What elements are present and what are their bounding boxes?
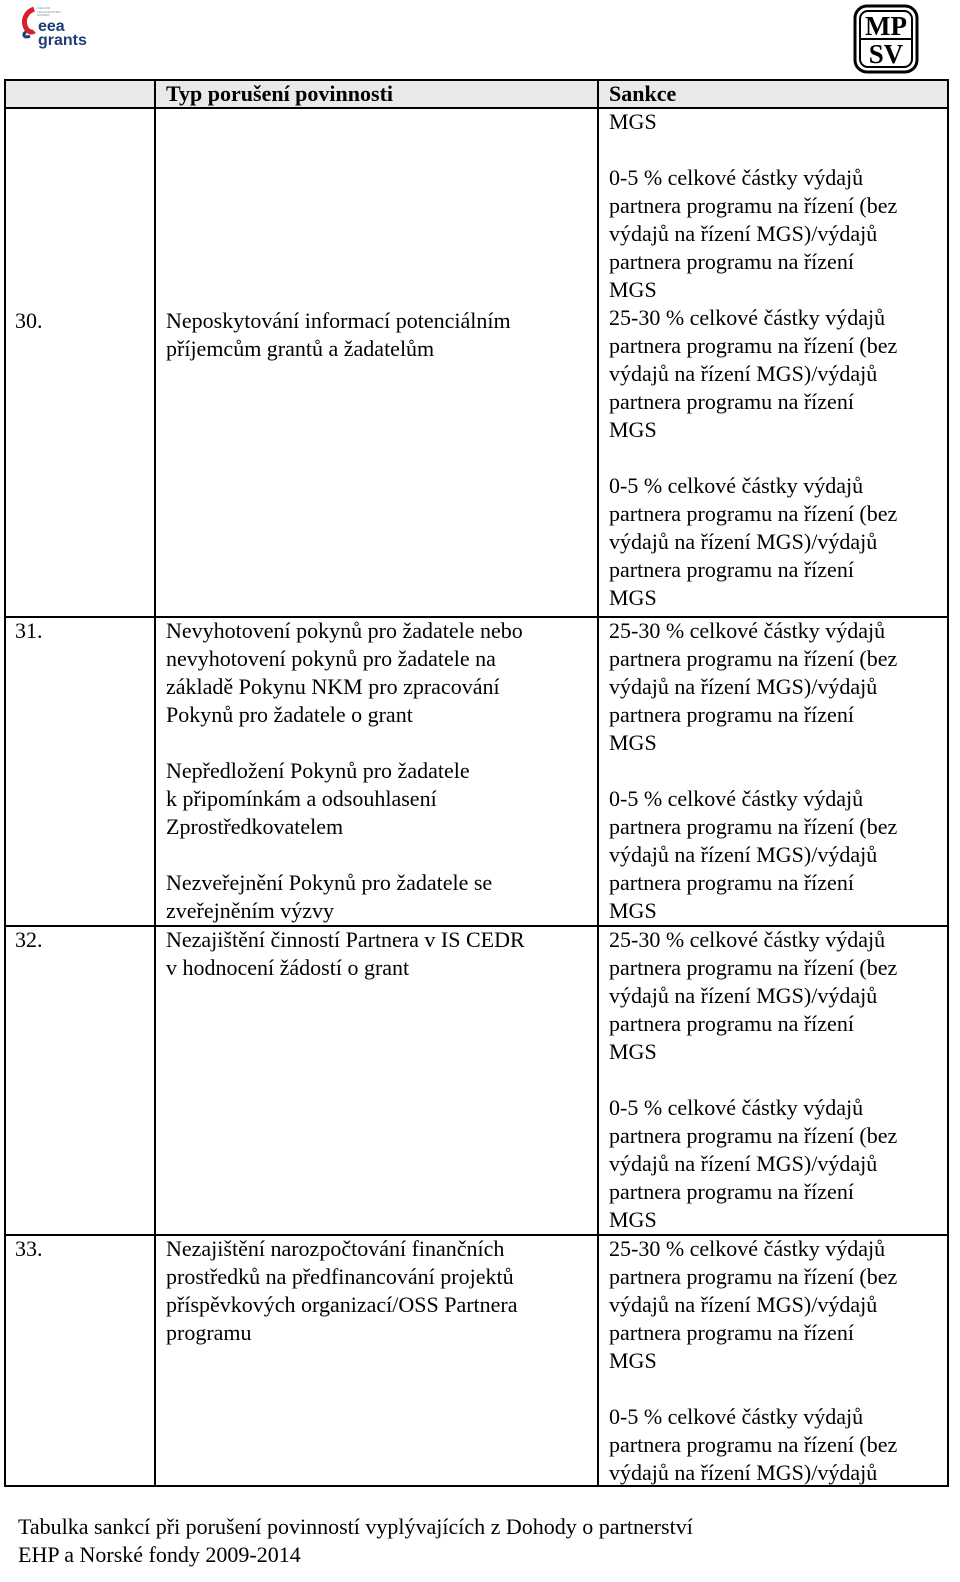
violation-description-line: programu xyxy=(166,1320,252,1345)
sanction-line: výdajů na řízení MGS)/výdajů xyxy=(609,1460,878,1485)
svg-text:SV: SV xyxy=(868,39,904,69)
violation-description-line: Nepředložení Pokynů pro žadatele xyxy=(166,758,470,783)
sanction-line: MGS xyxy=(609,1348,657,1373)
sanction-line: 25-30 % celkové částky výdajů xyxy=(609,305,886,330)
footer-line-2: EHP a Norské fondy 2009-2014 xyxy=(18,1542,301,1567)
sanction-line: partnera programu na řízení (bez xyxy=(609,1432,898,1457)
sanction-line: 0-5 % celkové částky výdajů xyxy=(609,1404,864,1429)
sanction-line: partnera programu na řízení xyxy=(609,1320,854,1345)
sanction-line: výdajů na řízení MGS)/výdajů xyxy=(609,361,878,386)
sanction-line: výdajů na řízení MGS)/výdajů xyxy=(609,221,878,246)
sanction-line: partnera programu na řízení xyxy=(609,249,854,274)
sanction-line: MGS xyxy=(609,898,657,923)
sanction-line: 0-5 % celkové částky výdajů xyxy=(609,786,864,811)
violation-description-line: Nezajištění činností Partnera v IS CEDR xyxy=(166,927,525,952)
sanction-line: výdajů na řízení MGS)/výdajů xyxy=(609,674,878,699)
column-divider xyxy=(154,79,156,1487)
sanction-line: partnera programu na řízení xyxy=(609,1179,854,1204)
header-sanctions: Sankce xyxy=(609,81,677,106)
table-top-border xyxy=(4,79,948,81)
violation-description-line: Nezajištění narozpočtování finančních xyxy=(166,1236,505,1261)
eea-country-names: ICELAND LIECHTENSTEIN NORWAY xyxy=(37,6,61,18)
violation-description-line: nevyhotovení pokynů pro žadatele na xyxy=(166,646,496,671)
sanction-line: MGS xyxy=(609,730,657,755)
sanction-line: partnera programu na řízení xyxy=(609,870,854,895)
sanction-line: výdajů na řízení MGS)/výdajů xyxy=(609,1151,878,1176)
row-number: 32. xyxy=(15,927,43,952)
violation-description-line: Neposkytování informací potenciálním xyxy=(166,308,511,333)
sanction-line: partnera programu na řízení (bez xyxy=(609,1123,898,1148)
sanction-line: výdajů na řízení MGS)/výdajů xyxy=(609,842,878,867)
sanction-line: MGS xyxy=(609,417,657,442)
row-number: 31. xyxy=(15,618,43,643)
violation-description-line: Pokynů pro žadatele o grant xyxy=(166,702,413,727)
sanction-line: výdajů na řízení MGS)/výdajů xyxy=(609,529,878,554)
sanction-line: partnera programu na řízení (bez xyxy=(609,646,898,671)
sanction-line: partnera programu na řízení (bez xyxy=(609,955,898,980)
mpsv-emblem-icon xyxy=(853,4,919,74)
sanction-line: MGS xyxy=(609,1039,657,1064)
eea-grants-wordmark: eea grants xyxy=(38,18,87,49)
footer-line-1: Tabulka sankcí při porušení povinností vyplývajících z Dohody o partnerství xyxy=(18,1514,693,1539)
svg-text:MP: MP xyxy=(865,11,907,41)
violation-description-line: zveřejněním výzvy xyxy=(166,898,334,923)
sanction-line: MGS xyxy=(609,585,657,610)
violation-description-line: Zprostředkovatelem xyxy=(166,814,344,839)
eea-grants-logo xyxy=(20,6,90,54)
sanction-line: 0-5 % celkové částky výdajů xyxy=(609,165,864,190)
header-bottom-border xyxy=(4,107,948,109)
sanction-line: výdajů na řízení MGS)/výdajů xyxy=(609,983,878,1008)
sanction-line: partnera programu na řízení xyxy=(609,1011,854,1036)
sanction-line: partnera programu na řízení (bez xyxy=(609,1264,898,1289)
sanction-line: MGS xyxy=(609,277,657,302)
row-number: 33. xyxy=(15,1236,43,1261)
table-right-border xyxy=(947,79,949,1487)
mpsv-logo xyxy=(853,4,919,74)
table-left-border xyxy=(4,79,6,1487)
sanction-line: 25-30 % celkové částky výdajů xyxy=(609,1236,886,1261)
sanction-line: partnera programu na řízení (bez xyxy=(609,814,898,839)
violation-description-line: základě Pokynu NKM pro zpracování xyxy=(166,674,500,699)
sanction-line: 0-5 % celkové částky výdajů xyxy=(609,473,864,498)
sanction-line: partnera programu na řízení xyxy=(609,557,854,582)
sanction-line: 0-5 % celkové částky výdajů xyxy=(609,1095,864,1120)
sanction-line: výdajů na řízení MGS)/výdajů xyxy=(609,1292,878,1317)
table-header-background xyxy=(4,80,948,108)
sanction-line: partnera programu na řízení (bez xyxy=(609,193,898,218)
sanction-line: partnera programu na řízení (bez xyxy=(609,501,898,526)
violation-description-line: příspěvkových organizací/OSS Partnera xyxy=(166,1292,518,1317)
header-violation-type: Typ porušení povinnosti xyxy=(166,81,394,106)
violation-description-line: v hodnocení žádostí o grant xyxy=(166,955,410,980)
sanction-line: partnera programu na řízení xyxy=(609,389,854,414)
row-number: 30. xyxy=(15,308,43,333)
sanction-line: partnera programu na řízení xyxy=(609,702,854,727)
violation-description-line: Nevyhotovení pokynů pro žadatele nebo xyxy=(166,618,523,643)
sanction-line: 25-30 % celkové částky výdajů xyxy=(609,927,886,952)
violation-description-line: Nezveřejnění Pokynů pro žadatele se xyxy=(166,870,493,895)
sanction-line: MGS xyxy=(609,109,657,134)
violation-description-line: k připomínkám a odsouhlasení xyxy=(166,786,437,811)
violation-description-line: prostředků na předfinancování projektů xyxy=(166,1264,514,1289)
column-divider xyxy=(597,79,599,1487)
sanction-line: 25-30 % celkové částky výdajů xyxy=(609,618,886,643)
sanction-line: partnera programu na řízení (bez xyxy=(609,333,898,358)
violation-description-line: příjemcům grantů a žadatelům xyxy=(166,336,435,361)
sanction-line: MGS xyxy=(609,1207,657,1232)
